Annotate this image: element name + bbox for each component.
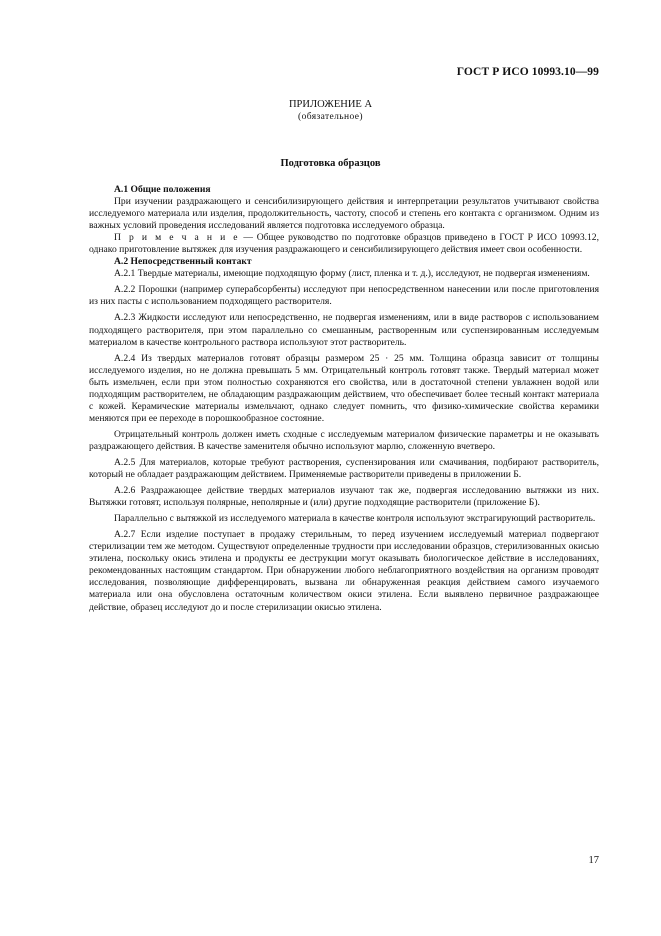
document-standard-header: ГОСТ Р ИСО 10993.10—99	[456, 66, 599, 78]
page-number: 17	[588, 855, 599, 866]
section-heading-a2: А.2 Непосредственный контакт	[114, 256, 252, 268]
appendix-title: ПРИЛОЖЕНИЕ А	[288, 99, 373, 110]
appendix-status: (обязательное)	[298, 112, 363, 122]
note-text: — Общее руководство по подготовке образцов приведено в ГОСТ Р ИСО 10993.12, однако приготовление вытяжек для изучения раздражающего и сенсибилизирующего действия имеет свои особенности.	[89, 232, 600, 256]
paragraph-a2-3: А.2.3 Жидкости исследуют или непосредственно, не подвергая изменениям, или в виде растворов с использованием подходящего растворителя, при этом параллельно со смешанным, растворенным или суспензированным исследуемым материалом в качестве контрольного раствора используют этот растворитель.	[89, 312, 599, 348]
paragraph-a2-5: А.2.5 Для материалов, которые требуют растворения, суспензирования или смачивания, подбирают растворитель, который не обладает раздражающим действием. Применяемые растворители приведены в приложении Б.	[89, 456, 599, 481]
paragraph-negative-control: Отрицательный контроль должен иметь сходные с исследуемым материалом физические параметры и не оказывать раздражающего действия. В качестве заменителя обычно используют марлю, сложенную вчетверо.	[89, 428, 599, 452]
note-label: П р и м е ч а н и е	[114, 232, 240, 244]
appendix-heading	[0, 99, 661, 123]
note-paragraph	[89, 232, 599, 256]
section-title: Подготовка образцов	[280, 158, 381, 169]
paragraph-a2-2: А.2.2 Порошки (например суперабсорбенты) исследуют при непосредственном нанесении или после приготовления из них пасты с использованием подходящего растворителя.	[89, 284, 599, 308]
paragraph-a2-6: А.2.6 Раздражающее действие твердых материалов изучают так же, подвергая исследованию вытяжки из них. Вытяжки готовят, используя полярные, неполярные и (или) другие подходящие растворители (приложение Б).	[89, 485, 599, 509]
paragraph-a2-7: А.2.7 Если изделие поступает в продажу стерильным, то перед изучением исследуемый материал подвергают стерилизации тем же методом. Существуют определенные трудности при исследовании образцов, стерилизованных окисью этилена, поскольку окись этилена и продукты ее деструкции могут оказывать биологическое действие в исследованиях, рекомендованных настоящим стандартом. При обнаружении любого неблагоприятного воздействия на организм проводят исследования, позволяющие дифференцировать, вызвана ли обнаруженная реакция действием самого изучаемого материала или она обусловлена остаточным количеством окиси этилена. Если выявлено первичное раздражающее действие, образец исследуют до и после стерилизации окисью этилена.	[89, 529, 599, 613]
document-body	[89, 184, 599, 614]
paragraph-a2-4: А.2.4 Из твердых материалов готовят образцы размером 25 · 25 мм. Толщина образца зависит от толщины исследуемого изделия, но не должна превышать 5 мм. Отрицательный контроль готовят также. Твердый материал может быть измельчен, если при этом полностью сохраняются его свойства, или в достаточной степени увлажнен водой или подходящим растворителем, не обладающим раздражающим действием, что обеспечивает более тесный контакт материала с кожей. Керамические материалы измельчают, однако следует помнить, что физико-химические свойства керамики меняются при ее переходе в порошкообразное состояние.	[89, 352, 599, 424]
paragraph-extraction-control: Параллельно с вытяжкой из исследуемого материала в качестве контроля используют экстрагирующий растворитель.	[114, 513, 596, 525]
section-heading-a1: А.1 Общие положения	[114, 184, 211, 195]
paragraph-a2-1: А.2.1 Твердые материалы, имеющие подходящую форму (лист, пленка и т. д.), исследуют, не подвергая изменениям.	[114, 268, 590, 280]
paragraph-a1-general: При изучении раздражающего и сенсибилизирующего действия и интерпретации результатов учитывают свойства исследуемого материала или изделия, продолжительность, частоту, способ и степень его контакта с организмом. Одним из важных условий проведения исследований является подготовка исследуемого образца.	[89, 196, 599, 232]
